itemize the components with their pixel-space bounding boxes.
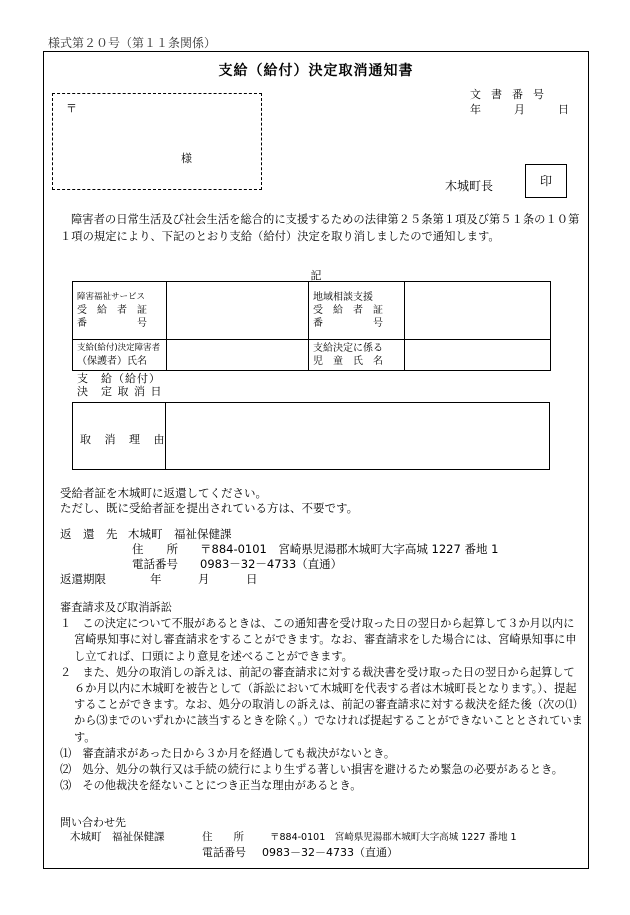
- appeal-sub-3: ⑶ その他裁決を経ないことにつき正当な理由があるとき。: [60, 779, 362, 793]
- reason-field[interactable]: [166, 403, 549, 469]
- inquiry-tel-label: 電話番号: [202, 846, 246, 859]
- label-line: 児 童 氏 名: [313, 356, 383, 367]
- label-line: 支給決定に係る: [313, 343, 383, 354]
- deadline-year: 年: [150, 572, 162, 586]
- return-notice-line: 受給者証を木城町に返還してください。: [60, 486, 267, 500]
- page-title: 支給（給付）決定取消通知書: [218, 63, 414, 79]
- return-deadline-label: 返還期限: [60, 572, 106, 586]
- ki-heading: 記: [310, 269, 322, 282]
- deadline-month: 月: [198, 572, 210, 586]
- child-name-label: [309, 340, 405, 371]
- label-line: 番 号: [313, 318, 383, 329]
- form-number: 様式第２０号（第１１条関係）: [48, 36, 217, 50]
- address-box: [52, 93, 262, 190]
- appeal-section: [60, 600, 584, 794]
- return-tel: 0983－32－4733（直通）: [200, 557, 343, 571]
- service-cert-label: [73, 282, 167, 340]
- return-addr-label: 住 所: [132, 542, 178, 556]
- certificate-table: [72, 281, 551, 371]
- consult-cert-number-field[interactable]: [405, 282, 551, 340]
- date-day: 日: [558, 103, 569, 116]
- return-addr: 〒884-0101 宮崎県児湯郡木城町大字高城 1227 番地 1: [200, 542, 499, 556]
- recipient-name-label: [73, 340, 167, 371]
- return-to-dest: 木城町 福祉保健課: [128, 527, 232, 541]
- honorific: 様: [181, 152, 192, 165]
- inquiry-dest: 木城町 福祉保健課: [70, 831, 165, 843]
- deadline-day: 日: [246, 572, 258, 586]
- seal-box: 印: [525, 164, 567, 198]
- label-line: 番 号: [77, 318, 147, 329]
- appeal-sub-2: ⑵ 処分、処分の執行又は手続の続行により生ずる著しい損害を避けるため緊急の必要があるとき。: [60, 763, 563, 777]
- return-notice: [60, 486, 358, 516]
- document-number-label: 文書番号: [470, 88, 554, 101]
- appeal-item-1: １ この決定について不服があるときは、この通知書を受け取った日の翌日から起算して３か月以内に宮崎県知事に対し審査請求をすることができます。なお、審査請求をした場合には、宮崎県知事に申し立てれば、口頭により意見を述べることができます。: [60, 617, 577, 663]
- inquiry-addr-label: 住 所: [202, 831, 244, 843]
- appeal-item-2: ２ また、処分の取消しの訴えは、前記の審査請求に対する裁決書を受け取った日の翌日から起算して６か月以内に木城町を被告として（訴訟において木城町を代表する者は木城町長となります。）、提起することができます。なお、処分の取消しの訴えは、前記の審査請求に対する裁決を経た後（次の⑴から⑶までのいずれかに該当するときを除く。）でなければ提起することができないこととされています。: [60, 665, 583, 744]
- service-cert-number-field[interactable]: [167, 282, 309, 340]
- return-notice-line: ただし、既に受給者証を提出されている方は、不要です。: [60, 501, 359, 515]
- label-line: 決 定 取 消 日: [77, 385, 163, 398]
- postal-mark: 〒: [66, 102, 77, 115]
- child-name-field[interactable]: [405, 340, 551, 371]
- appeal-sub-1: ⑴ 審査請求があった日から３か月を経過しても裁決がないとき。: [60, 746, 396, 760]
- label-line: 支給(給付)決定障害者: [77, 343, 161, 353]
- inquiry-section: [60, 815, 580, 860]
- label-line: 受 給 者 証: [77, 305, 147, 316]
- recipient-name-field[interactable]: [167, 340, 309, 371]
- date-year: 年: [470, 103, 481, 116]
- issue-date: [470, 101, 569, 117]
- decision-date-label: [77, 372, 163, 398]
- inquiry-tel: 0983－32－4733（直通）: [262, 846, 398, 859]
- reason-label: 取 消 理 由: [80, 433, 170, 446]
- issuer-mayor: 木城町長: [445, 179, 494, 193]
- return-tel-label: 電話番号: [132, 557, 178, 571]
- inquiry-heading: 問い合わせ先: [60, 816, 126, 829]
- label-line: 地域相談支援: [313, 292, 373, 303]
- date-month: 月: [514, 103, 525, 116]
- return-destination: [60, 527, 580, 587]
- label-line: 支 給（給付）: [77, 372, 161, 385]
- label-line: （保護者）氏名: [77, 356, 147, 367]
- inquiry-addr: 〒884-0101 宮崎県児湯郡木城町大字高城 1227 番地 1: [270, 832, 517, 843]
- intro-text: 障害者の日常生活及び社会生活を総合的に支援するための法律第２５条第１項及び第５１条の１０第１項の規定により、下記のとおり支給（給付）決定を取り消しましたので通知します。: [60, 213, 580, 243]
- return-to-label: 返 還 先: [60, 527, 118, 541]
- label-line: 受 給 者 証: [313, 305, 383, 316]
- consult-cert-label: [309, 282, 405, 340]
- appeal-heading: 審査請求及び取消訴訟: [60, 601, 172, 614]
- label-line: 障害福祉サービス: [77, 292, 146, 302]
